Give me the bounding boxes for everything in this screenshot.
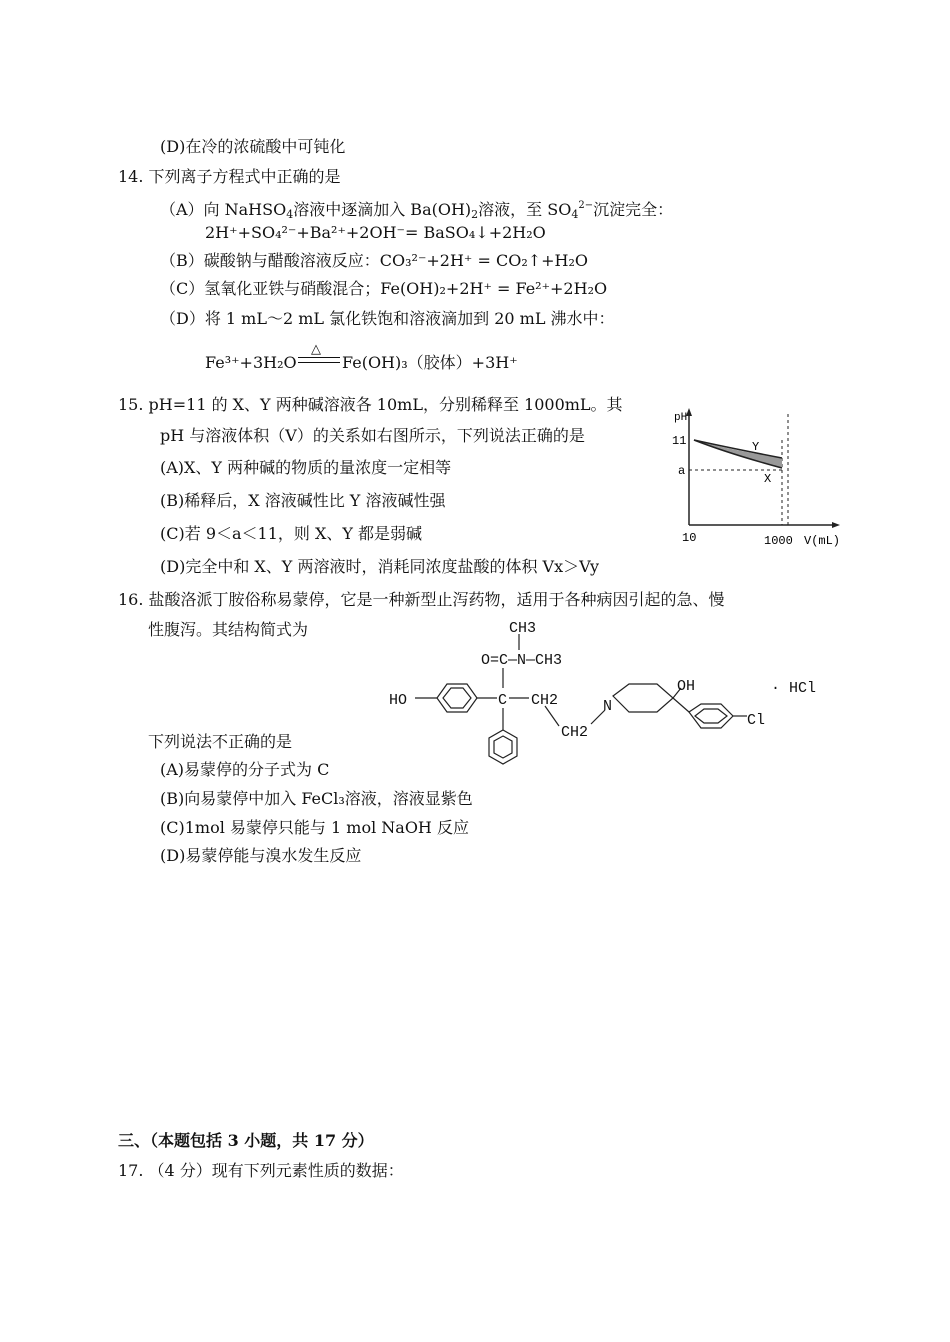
x-axis-label: V(mL) bbox=[804, 534, 841, 548]
label-ch3-top: CH3 bbox=[509, 620, 537, 637]
q14-a-equation: 2H⁺+SO₄²⁻+Ba²⁺+2OH⁻= BaSO₄↓+2H₂O bbox=[205, 223, 546, 242]
q14-d-eq-right: Fe(OH)₃（胶体）+3H⁺ bbox=[342, 353, 518, 372]
label-oh: OH bbox=[677, 678, 696, 695]
q14-a-text-4: 沉淀完全： bbox=[593, 200, 674, 219]
x-tick-1000: 1000 bbox=[764, 534, 793, 548]
q16-option-c: (C)1mol 易蒙停只能与 1 mol NaOH 反应 bbox=[160, 818, 469, 837]
q16-ask: 下列说法不正确的是 bbox=[148, 732, 293, 751]
phenyl-ring bbox=[489, 730, 517, 764]
q16-stem-1: 16. 盐酸洛派丁胺俗称易蒙停，它是一种新型止泻药物，适用于各种病因引起的急、慢 bbox=[118, 590, 725, 609]
y-tick-a: a bbox=[678, 464, 686, 478]
q16-stem-2: 性腹泻。其结构简式为 bbox=[148, 620, 309, 639]
bond-ch2-ch2 bbox=[545, 706, 559, 726]
q16-option-d: (D)易蒙停能与溴水发生反应 bbox=[160, 846, 362, 865]
q14-d-eq-condition: △ bbox=[311, 342, 321, 357]
q16-option-a: (A)易蒙停的分子式为 C bbox=[160, 760, 330, 779]
q17-stem: 17. （4 分）现有下列元素性质的数据： bbox=[118, 1161, 404, 1180]
piperidine-ring bbox=[613, 684, 673, 712]
label-hcl: · HCl bbox=[771, 680, 817, 697]
ph-volume-graph bbox=[660, 400, 860, 555]
q14-option-d: （D）将 1 mL～2 mL 氯化铁饱和溶液滴加到 20 mL 沸水中： bbox=[160, 309, 615, 328]
y-axis-label: pH bbox=[674, 412, 688, 424]
x-axis-arrow bbox=[832, 522, 840, 528]
x-tick-10: 10 bbox=[682, 531, 697, 545]
q15-option-b: (B)稀释后，X 溶液碱性比 Y 溶液碱性强 bbox=[160, 491, 446, 510]
q14-d-eq-line-bottom bbox=[298, 362, 340, 363]
q15-option-d: (D)完全中和 X、Y 两溶液时，消耗同浓度盐酸的体积 Vx＞Vy bbox=[160, 557, 600, 576]
q15-stem-1: 15. pH=11 的 X、Y 两种碱溶液各 10mL，分别稀释至 1000mL。其 bbox=[118, 395, 623, 414]
q14-d-eq-line-top bbox=[298, 357, 340, 358]
q15-option-a: (A)X、Y 两种碱的物质的量浓度一定相等 bbox=[160, 458, 452, 477]
label-ch2-b: CH2 bbox=[561, 724, 589, 741]
curve-y-label: Y bbox=[752, 440, 760, 454]
curve-x-label: X bbox=[764, 472, 772, 486]
q14-option-a: （A）向 NaHSO4溶液中逐滴加入 Ba(OH)2溶液，至 $SO4^{2-}$沉淀完全： bbox=[160, 200, 674, 221]
label-n: N bbox=[603, 698, 613, 715]
q13-option-d: (D)在冷的浓硫酸中可钝化 bbox=[160, 137, 346, 156]
bond-chlorophenyl bbox=[673, 698, 689, 712]
q16-option-b: (B)向易蒙停中加入 FeCl₃溶液，溶液显紫色 bbox=[160, 789, 473, 808]
q14-a-text-3: 溶液，至 SO bbox=[478, 200, 572, 219]
label-ch2-a: CH2 bbox=[531, 692, 559, 709]
chlorophenyl-ring-inner bbox=[695, 709, 727, 723]
q14-option-c: （C）氢氧化亚铁与硝酸混合；Fe(OH)₂+2H⁺ = Fe²⁺+2H₂O bbox=[160, 279, 608, 298]
label-co-n: O=C—N—CH3 bbox=[481, 652, 563, 669]
q14-stem: 14. 下列离子方程式中正确的是 bbox=[118, 167, 341, 186]
section-3-title: 三、（本题包括 3 小题，共 17 分） bbox=[118, 1131, 374, 1150]
phenol-ring-inner bbox=[443, 688, 471, 708]
label-cl: Cl bbox=[747, 712, 766, 729]
phenyl-ring-inner bbox=[494, 736, 512, 758]
q15-option-c: (C)若 9＜a＜11，则 X、Y 都是弱碱 bbox=[160, 524, 423, 543]
q14-a-text-2: 溶液中逐滴加入 Ba(OH) bbox=[293, 200, 472, 219]
label-c: C bbox=[498, 692, 508, 709]
label-ho: HO bbox=[389, 692, 408, 709]
loperamide-structure bbox=[385, 612, 825, 777]
q14-option-b: （B）碳酸钠与醋酸溶液反应：CO₃²⁻+2H⁺ = CO₂↑+H₂O bbox=[160, 251, 589, 270]
q14-a-text-1: （A）向 NaHSO bbox=[160, 200, 287, 219]
y-tick-11: 11 bbox=[672, 434, 687, 448]
q14-d-eq-left: Fe³⁺+3H₂O bbox=[205, 353, 297, 372]
q15-stem-2: pH 与溶液体积（V）的关系如右图所示，下列说法正确的是 bbox=[160, 426, 585, 445]
